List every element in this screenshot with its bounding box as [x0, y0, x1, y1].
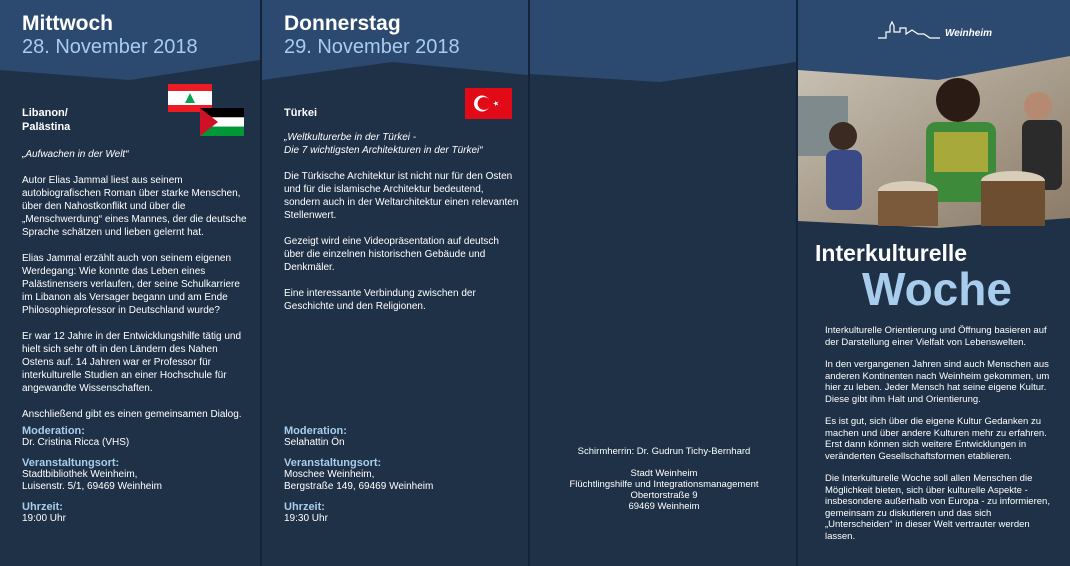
moderation-value: Dr. Cristina Ricca (VHS): [22, 437, 130, 448]
time-value: 19:30 Uhr: [284, 513, 328, 524]
quote-line-2: Die 7 wichtigsten Architekturen in der Türkei“: [284, 145, 483, 156]
drumming-photo: [798, 56, 1070, 231]
panel-thursday: [262, 0, 528, 566]
date-title: 29. November 2018: [284, 36, 460, 58]
patron: Schirmherrin: Dr. Gudrun Tichy-Bernhard: [577, 446, 751, 457]
contact-block: [540, 446, 788, 512]
day-title: Donnerstag: [284, 12, 401, 35]
paragraph: Eine interessante Verbindung zwischen der Geschichte und den Religionen.: [284, 288, 476, 312]
turkey-flag-icon: [465, 88, 512, 119]
time-label: Uhrzeit:: [284, 501, 325, 513]
org-line-4: 69469 Weinheim: [628, 501, 700, 512]
event-quote: „Aufwachen in der Welt“: [22, 149, 129, 160]
country-line-2: Palästina: [22, 121, 71, 133]
org-line-1: Stadt Weinheim: [630, 468, 698, 479]
time-value: 19:00 Uhr: [22, 513, 66, 524]
paragraph: Es ist gut, sich über die eigene Kultur Gedanken zu machen und über andere Kulturen mehr zu erfahren. Erst dann können sich weitere Entwicklungen in veränderten Gesellschaftsformen etablieren.: [825, 416, 1047, 462]
venue-line-2: Luisenstr. 5/1, 69469 Weinheim: [22, 481, 162, 492]
date-title: 28. November 2018: [22, 36, 198, 58]
venue-line-1: Stadtbibliothek Weinheim,: [22, 469, 138, 480]
paragraph: Elias Jammal erzählt auch von seinem eigenen Werdegang: Wie konnte das Leben eines Palästinensers verlaufen, der seine Schulkarriere im Libanon als Versager begann und am Ende Philosophieprofessor in Deutschland wurde?: [22, 253, 240, 316]
time-block: [284, 501, 509, 525]
moderation-block: [22, 425, 247, 449]
time-block: [22, 501, 247, 525]
weinheim-logo-text: Weinheim: [944, 28, 992, 39]
moderation-label: Moderation:: [22, 425, 85, 437]
event-info: [284, 425, 509, 533]
moderation-label: Moderation:: [284, 425, 347, 437]
venue-line-1: Moschee Weinheim,: [284, 469, 375, 480]
paragraph: Anschließend gibt es einen gemeinsamen Dialog.: [22, 409, 242, 420]
country-title: Türkei: [284, 107, 318, 119]
time-label: Uhrzeit:: [22, 501, 63, 513]
paragraph: Interkulturelle Orientierung und Öffnung basieren auf der Darstellung einer Vielfalt von Lebenswelten.: [825, 325, 1047, 348]
venue-label: Veranstaltungsort:: [284, 457, 382, 469]
header-band: [530, 0, 796, 90]
paragraph: Autor Elias Jammal liest aus seinem autobiografischen Roman über starke Menschen, über den Nahostkonflikt und über die „Menschwerdung“ eines Mannes, der die deutsche Sprache schätzen und lieben gelernt hat.: [22, 175, 247, 238]
moderation-block: [284, 425, 509, 449]
org-line-3: Obertorstraße 9: [630, 490, 698, 501]
panel-wednesday: [0, 0, 260, 566]
day-title: Mittwoch: [22, 12, 113, 35]
country-title: [22, 106, 70, 134]
paragraph: Er war 12 Jahre in der Entwicklungshilfe tätig und hielt sich sehr oft in den Ländern des Nahen Ostens auf. 14 Jahren war er Professor für interkulturelle Studien an einer Hochschule für angewandte Wissenschaften.: [22, 331, 242, 394]
moderation-value: Selahattin Ön: [284, 437, 345, 448]
event-description: [22, 148, 247, 434]
paragraph: Gezeigt wird eine Videopräsentation auf deutsch über die einzelnen historischen Gebäude und Denkmäler.: [284, 236, 499, 273]
event-description: [284, 131, 519, 326]
intro-text: [825, 325, 1057, 553]
venue-block: [284, 457, 509, 493]
paragraph: Die Interkulturelle Woche soll allen Menschen die Möglichkeit bieten, sich über kulturelle Aspekte - insbesondere außerhalb von Europa - zu informieren, gemeinsam zu diskutieren und das sich „Unterscheiden“ in dieser Welt vertrauter werden lassen.: [825, 473, 1050, 542]
org-line-2: Flüchtlingshilfe und Integrationsmanagement: [569, 479, 759, 490]
venue-line-2: Bergstraße 149, 69469 Weinheim: [284, 481, 434, 492]
venue-label: Veranstaltungsort:: [22, 457, 120, 469]
title-line-1: Interkulturelle: [815, 240, 968, 266]
paragraph: In den vergangenen Jahren sind auch Menschen aus anderen Kontinenten nach Weinheim gekommen, um hier zu leben. Jeder Mensch hat seine eigene Kultur. Diese gibt ihm Halt und Orientierung.: [825, 359, 1050, 405]
weinheim-skyline-logo-icon: [878, 20, 940, 40]
country-line-1: Libanon/: [22, 107, 68, 119]
paragraph: Die Türkische Architektur ist nicht nur für den Osten und für die islamische Architektur bedeutend, sondern auch in der Weltarchitektur einen relevanten Stellenwert.: [284, 171, 519, 221]
event-info: [22, 425, 247, 533]
title-line-2: Woche: [862, 263, 1012, 315]
panel-cover: [798, 0, 1070, 566]
palestine-flag-icon: [200, 108, 244, 136]
event-quote: [284, 131, 519, 157]
venue-block: [22, 457, 247, 493]
quote-line-1: „Weltkulturerbe in der Türkei -: [284, 132, 417, 143]
